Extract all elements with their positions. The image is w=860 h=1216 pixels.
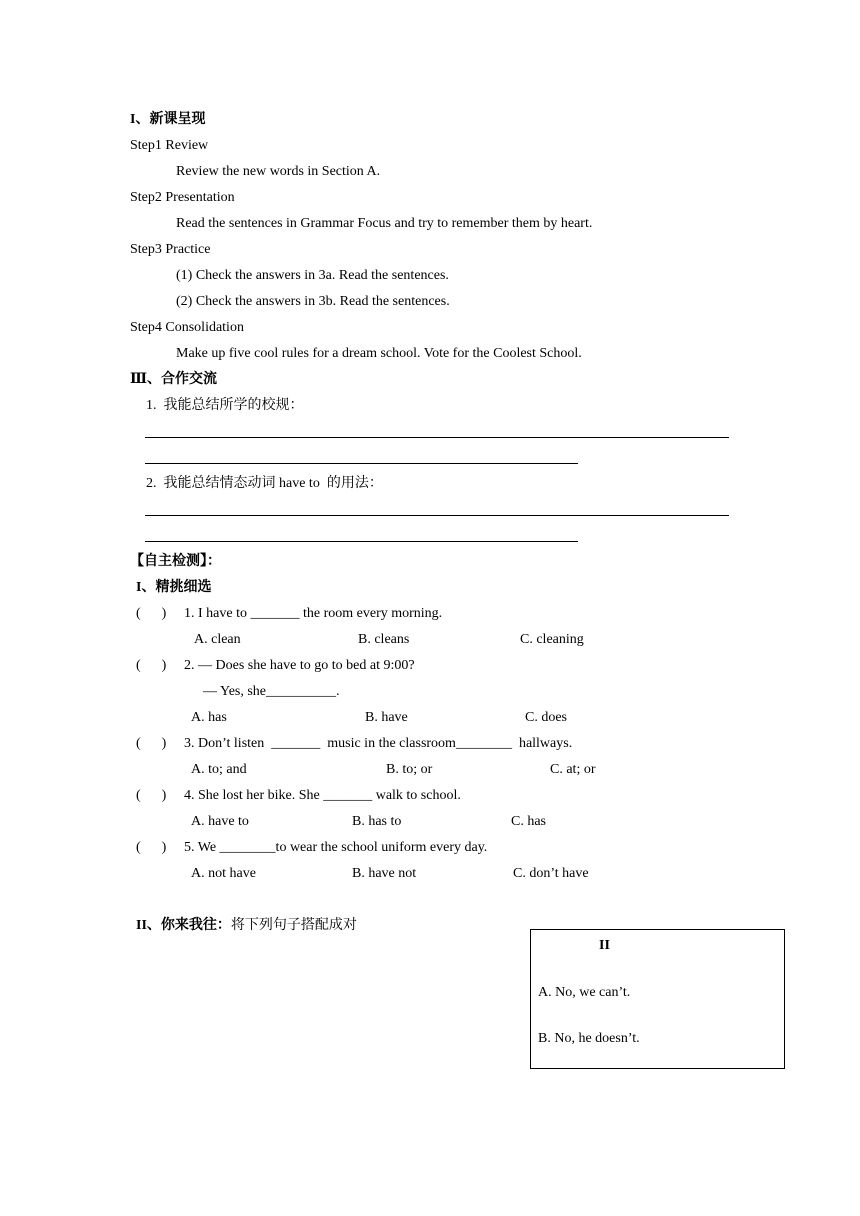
step2-title: Step2 Presentation (130, 190, 235, 205)
question-4-option-a: A. have to (191, 814, 249, 829)
part2-heading-instruction: 将下列句子搭配成对 (230, 918, 357, 933)
question-4-option-c: C. has (511, 814, 546, 829)
cooperation-question-1: 1. 我能总结所学的校规： (146, 398, 304, 413)
part1-heading: I、精挑细选 (136, 580, 212, 595)
step1-text: Review the new words in Section A. (176, 164, 381, 179)
question-2-option-b: B. have (365, 710, 408, 725)
answer-bracket[interactable]: ( ) (136, 606, 167, 621)
answer-line[interactable] (145, 463, 578, 464)
answer-line[interactable] (145, 541, 578, 542)
cooperation-question-2: 2. 我能总结情态动词 have to 的用法： (146, 476, 383, 491)
step3-text-1: (1) Check the answers in 3a. Read the sentences. (176, 268, 449, 283)
answer-bracket[interactable]: ( ) (136, 840, 167, 855)
answer-bracket[interactable]: ( ) (136, 658, 167, 673)
question-3-option-b: B. to; or (386, 762, 433, 777)
match-item-a: A. No, we can’t. (538, 985, 631, 1000)
section-heading-cooperation: Ⅲ、合作交流 (130, 372, 218, 387)
part2-heading (136, 917, 357, 935)
step3-text-2: (2) Check the answers in 3b. Read the sentences. (176, 294, 450, 309)
step4-text: Make up five cool rules for a dream school. Vote for the Coolest School. (176, 346, 582, 361)
answer-bracket[interactable]: ( ) (136, 736, 167, 751)
match-box-header: II (599, 938, 610, 953)
question-1-option-b: B. cleans (358, 632, 410, 647)
question-2-option-c: C. does (525, 710, 567, 725)
question-5-option-b: B. have not (352, 866, 417, 881)
question-2-stem: 2. — Does she have to go to bed at 9:00? (184, 658, 415, 673)
question-2-option-a: A. has (191, 710, 227, 725)
answer-line[interactable] (145, 515, 729, 516)
question-4-stem: 4. She lost her bike. She _______ walk to school. (184, 788, 461, 803)
selftest-heading: 【自主检测】： (130, 554, 221, 569)
step3-title: Step3 Practice (130, 242, 211, 257)
answer-line[interactable] (145, 437, 729, 438)
question-3-option-a: A. to; and (191, 762, 247, 777)
match-item-b: B. No, he doesn’t. (538, 1031, 640, 1046)
question-1-option-a: A. clean (194, 632, 241, 647)
question-3-option-c: C. at; or (550, 762, 596, 777)
section-heading-new-lesson: I、新课呈现 (130, 112, 206, 127)
question-4-option-b: B. has to (352, 814, 402, 829)
question-5-option-a: A. not have (191, 866, 256, 881)
match-box (530, 929, 785, 1069)
question-1-option-c: C. cleaning (520, 632, 584, 647)
answer-bracket[interactable]: ( ) (136, 788, 167, 803)
question-5-stem: 5. We ________to wear the school uniform every day. (184, 840, 488, 855)
question-5-option-c: C. don’t have (513, 866, 589, 881)
step2-text: Read the sentences in Grammar Focus and try to remember them by heart. (176, 216, 593, 231)
step1-title: Step1 Review (130, 138, 209, 153)
question-1-stem: 1. I have to _______ the room every morning. (184, 606, 443, 621)
step4-title: Step4 Consolidation (130, 320, 244, 335)
question-3-stem: 3. Don’t listen _______ music in the classroom________ hallways. (184, 736, 573, 751)
part2-heading-bold: II、你来我往： (136, 918, 231, 933)
question-2-reply: — Yes, she__________. (203, 684, 340, 699)
